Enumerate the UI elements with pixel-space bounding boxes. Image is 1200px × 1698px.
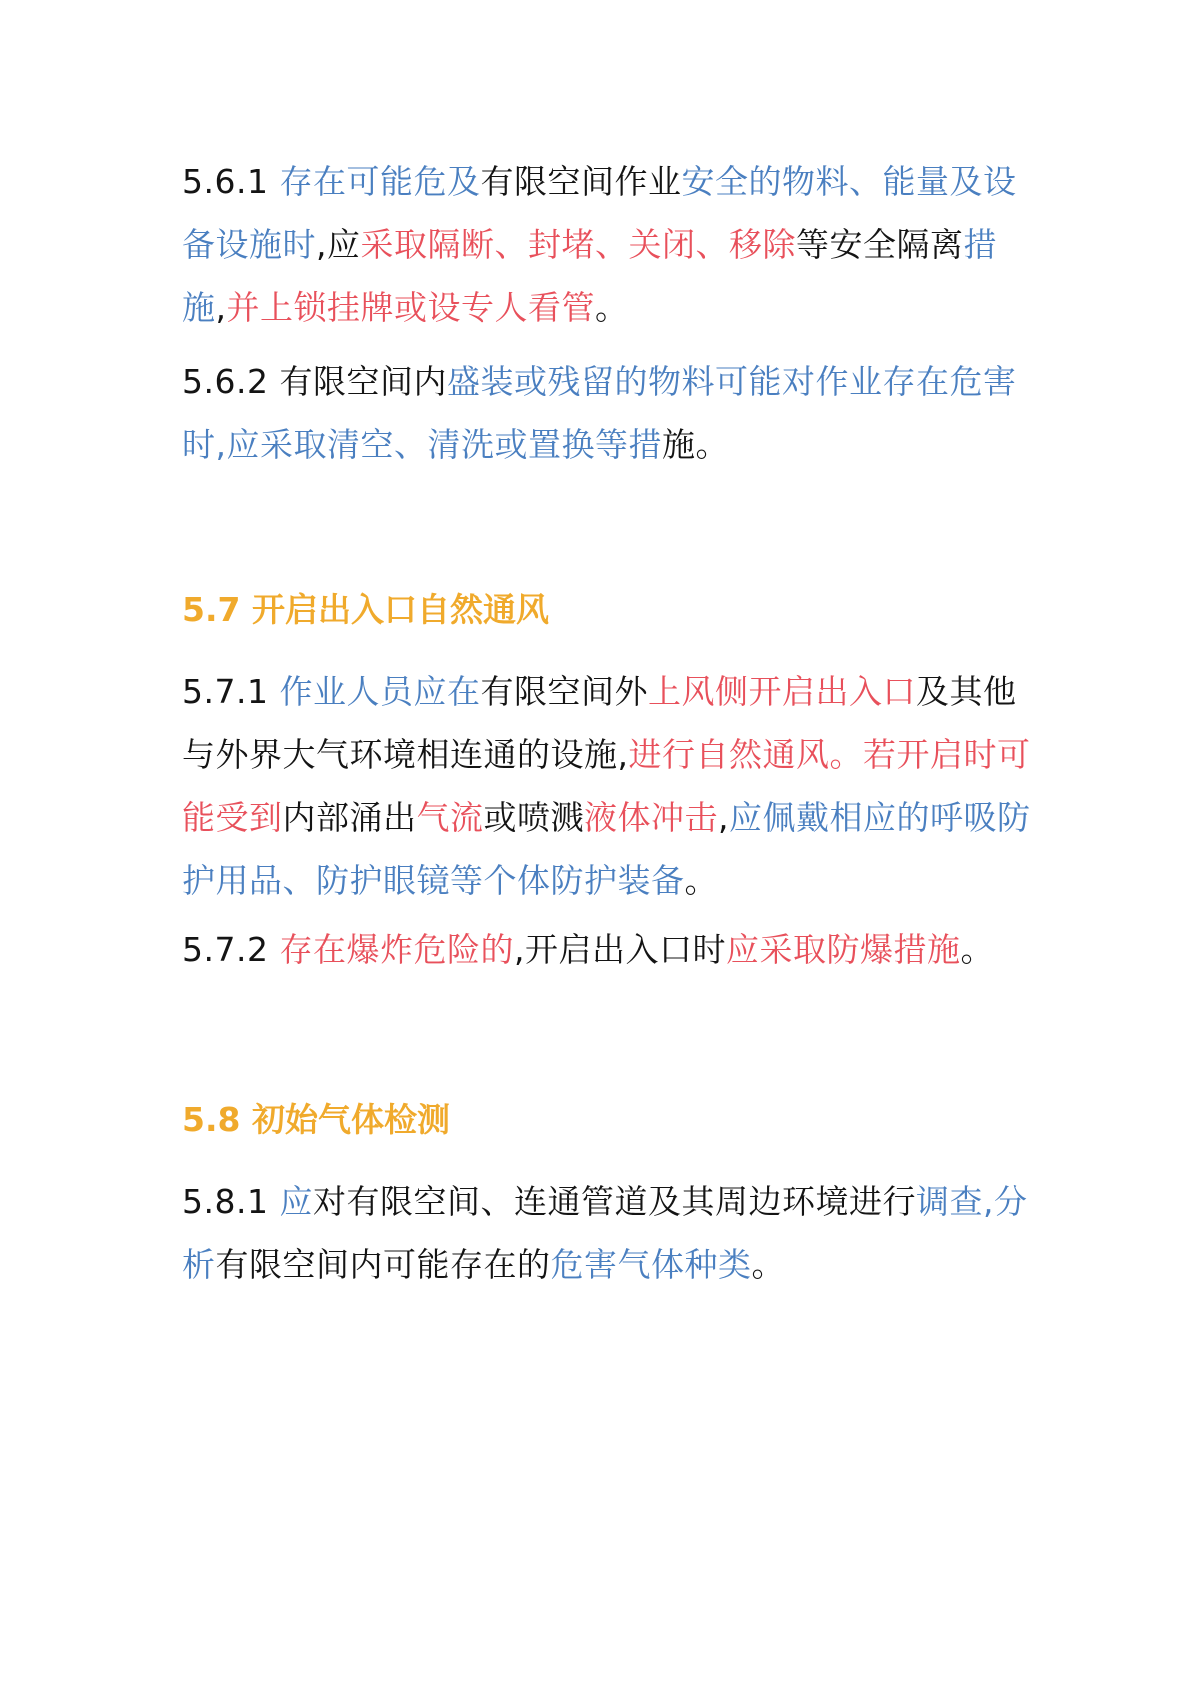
text-segment: 措施 [182, 225, 997, 327]
text-segment: 盛装或残留的物料可能对作业存在危害时,应采取清空、清洗或置换等措 [182, 362, 1017, 464]
text-segment: 或喷溅 [483, 798, 584, 837]
section-heading-5-8: 5.8 初始气体检测 [182, 1100, 450, 1139]
text-segment: 。 [751, 1245, 785, 1284]
section-heading-5-7: 5.7 开启出入口自然通风 [182, 590, 549, 629]
text-segment: 对有限空间、连通管道及其周边环境进行 [312, 1182, 916, 1221]
text-segment: ,应 [316, 225, 361, 264]
text-segment: 作业人员应在 [279, 672, 481, 711]
text-segment: 有限空间作业 [480, 162, 682, 201]
text-segment: 并上锁挂牌或设专人看管 [226, 288, 595, 327]
text-segment: 危害气体种类 [550, 1245, 752, 1284]
paragraph-5-7-1 [182, 660, 1032, 912]
clause-number: 5.7.1 [182, 672, 269, 711]
text-segment: 存在爆炸危险的 [279, 930, 514, 969]
text-segment: 气流 [416, 798, 484, 837]
text-segment: 安全的物料、能量及设备设施时 [182, 162, 1017, 264]
text-segment: 施。 [662, 425, 729, 464]
text-segment: , [215, 288, 227, 327]
text-segment: 存在可能危及 [279, 162, 481, 201]
paragraph-5-8-1 [182, 1170, 1032, 1296]
text-segment: 应 [279, 1182, 313, 1221]
text-segment: ,开启出入口时 [513, 930, 726, 969]
text-segment: 。 [595, 288, 629, 327]
clause-number: 5.8.1 [182, 1182, 269, 1221]
text-segment: 调查,分析 [182, 1182, 1028, 1284]
text-segment: 有限空间内可能存在的 [215, 1245, 551, 1284]
text-segment: 采取隔断、封堵、关闭、移除 [360, 225, 796, 264]
text-segment: 应佩戴相应的呼吸防护用品、防护眼镜等个体防护装备 [182, 798, 1031, 900]
clause-number: 5.6.1 [182, 162, 269, 201]
clause-number: 5.6.2 [182, 362, 269, 401]
text-segment: 有限空间外 [480, 672, 648, 711]
paragraph-5-7-2 [182, 918, 1032, 981]
clause-number: 5.7.2 [182, 930, 269, 969]
text-segment: 液体冲击 [584, 798, 718, 837]
text-segment: 内部涌出 [282, 798, 417, 837]
text-segment: 。 [684, 861, 718, 900]
text-segment: 有限空间内 [279, 362, 447, 401]
text-segment: 上风侧开启出入口 [647, 672, 916, 711]
text-segment: 及其他与外界大气环境相连通的设施, [182, 672, 1017, 774]
paragraph-5-6-2 [182, 350, 1032, 476]
text-segment: , [718, 798, 729, 837]
paragraph-5-6-1 [182, 150, 1032, 339]
text-segment: 进行自然通风。若开启时可能受到 [182, 735, 1031, 837]
text-segment: 等安全隔离 [796, 225, 964, 264]
text-segment: 应采取防爆措施 [725, 930, 961, 969]
text-segment: 。 [960, 930, 994, 969]
